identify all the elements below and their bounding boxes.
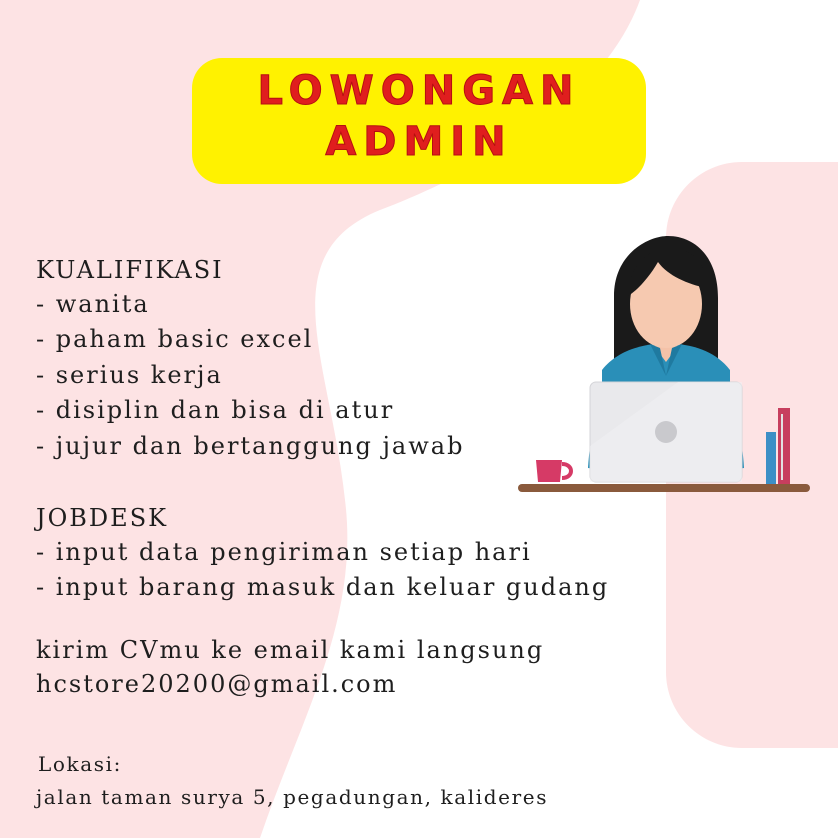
qualification-item: - paham basic excel — [36, 325, 314, 353]
jobdesk-item: - input data pengiriman setiap hari — [36, 538, 532, 566]
qualification-item: - wanita — [36, 290, 150, 318]
laptop-logo-icon — [655, 421, 677, 443]
books-icon — [766, 432, 776, 486]
title-banner — [192, 58, 646, 184]
desk-icon — [518, 484, 810, 492]
title-line-2: ADMIN — [325, 119, 513, 165]
location-address: jalan taman surya 5, pegadungan, kalideres — [36, 785, 549, 809]
title-line-1: LOWONGAN — [257, 68, 581, 114]
location-label: Lokasi: — [38, 752, 122, 776]
qualification-item: - serius kerja — [36, 361, 223, 389]
coffee-mug-icon — [536, 460, 562, 482]
contact-text: kirim CVmu ke email kami langsung — [36, 636, 545, 664]
jobdesk-item: - input barang masuk dan keluar gudang — [36, 573, 610, 601]
qualifications-heading: KUALIFIKASI — [36, 256, 224, 284]
contact-email: hcstore20200@gmail.com — [36, 670, 398, 698]
qualification-item: - jujur dan bertanggung jawab — [36, 432, 465, 460]
jobdesk-heading: JOBDESK — [36, 504, 169, 532]
qualification-item: - disiplin dan bisa di atur — [36, 396, 395, 424]
woman-at-laptop-icon — [518, 236, 814, 500]
